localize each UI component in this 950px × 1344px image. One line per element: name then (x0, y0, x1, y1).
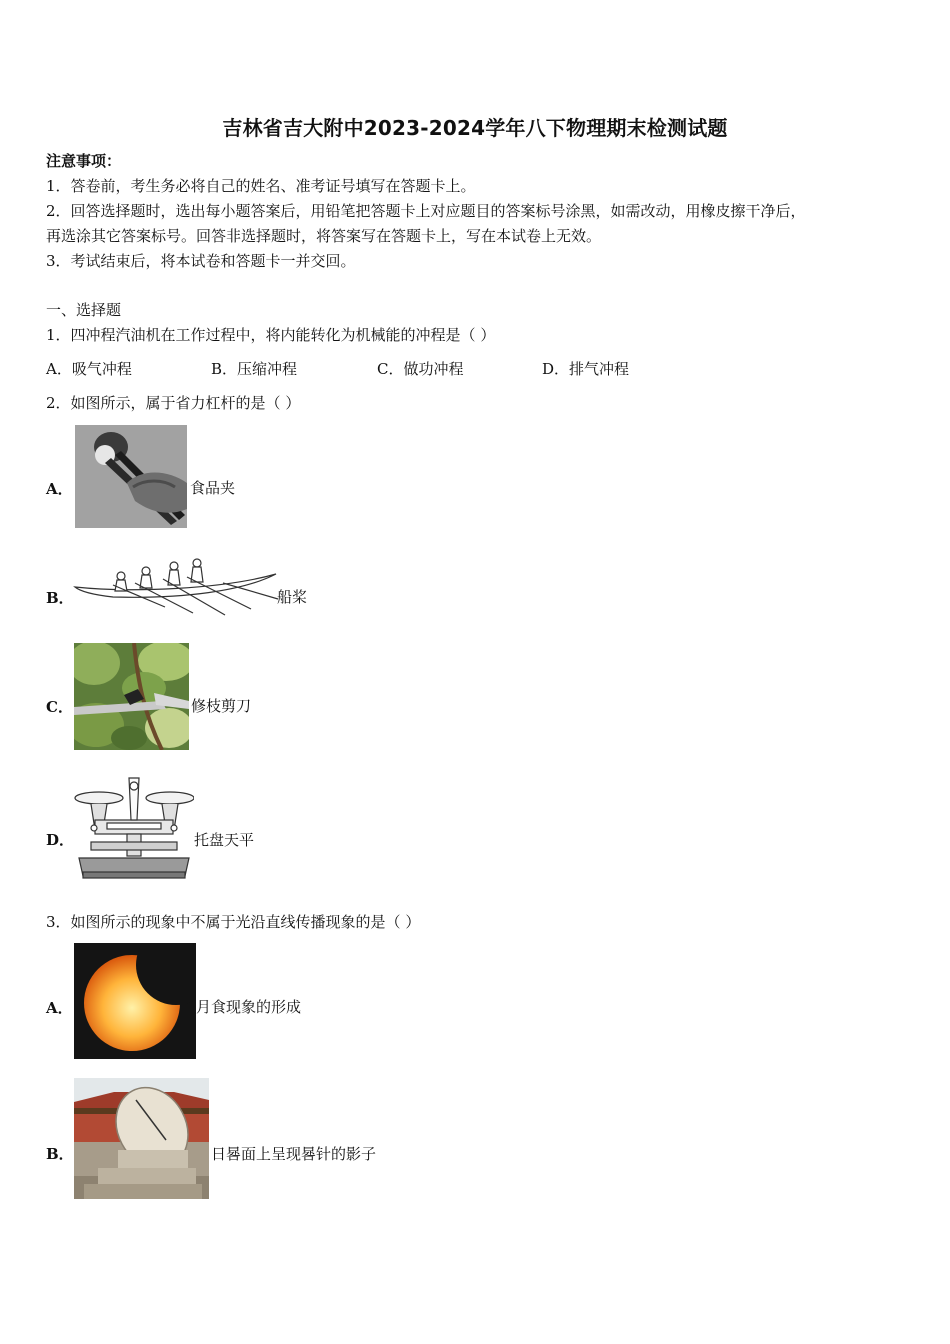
q2-option-c-letter: C． (46, 698, 73, 716)
pruning-shears-image (74, 643, 189, 750)
food-tongs-image (75, 425, 187, 528)
q2-option-a-letter: A． (46, 480, 73, 498)
sundial-image (74, 1078, 209, 1199)
eclipse-image (74, 943, 196, 1059)
q2-option-b-caption: 船桨 (277, 588, 308, 606)
q1-option-c: C．做功冲程 (377, 360, 464, 378)
q3-option-b-letter: B． (46, 1145, 74, 1163)
q2-option-d-caption: 托盘天平 (194, 831, 255, 849)
notice-item: 再选涂其它答案标号。回答非选择题时，将答案写在答题卡上，写在本试卷上无效。 (46, 227, 602, 245)
q2-option-a-caption: 食品夹 (190, 479, 236, 497)
q3-option-b-caption: 日晷面上呈现晷针的影子 (211, 1145, 377, 1163)
page-title: 吉林省吉大附中2023-2024学年八下物理期末检测试题 (222, 116, 728, 140)
q2-option-b-letter: B． (46, 589, 74, 607)
q1-option-a: A．吸气冲程 (46, 360, 132, 378)
question-2-stem: 2．如图所示，属于省力杠杆的是（ ） (46, 394, 301, 412)
notice-heading: 注意事项： (46, 152, 122, 170)
q2-option-c-caption: 修枝剪刀 (191, 697, 252, 715)
rowing-boat-image (73, 557, 280, 623)
question-1-stem: 1．四冲程汽油机在工作过程中，将内能转化为机械能的冲程是（ ） (46, 326, 496, 344)
section-heading: 一、选择题 (46, 301, 122, 319)
notice-item: 1．答卷前，考生务必将自己的姓名、准考证号填写在答题卡上。 (46, 177, 476, 195)
notice-item: 3．考试结束后，将本试卷和答题卡一并交回。 (46, 252, 356, 270)
q1-option-d: D．排气冲程 (542, 360, 630, 378)
q1-option-b: B．压缩冲程 (211, 360, 298, 378)
question-3-stem: 3．如图所示的现象中不属于光沿直线传播现象的是（ ） (46, 913, 421, 931)
q2-option-d-letter: D． (46, 831, 75, 849)
tray-balance-image (73, 776, 194, 882)
q3-option-a-letter: A． (46, 999, 73, 1017)
notice-item: 2．回答选择题时，选出每小题答案后，用铅笔把答题卡上对应题目的答案标号涂黑，如需改动，用橡皮擦干净后， (46, 202, 806, 220)
q3-option-a-caption: 月食现象的形成 (196, 998, 302, 1016)
